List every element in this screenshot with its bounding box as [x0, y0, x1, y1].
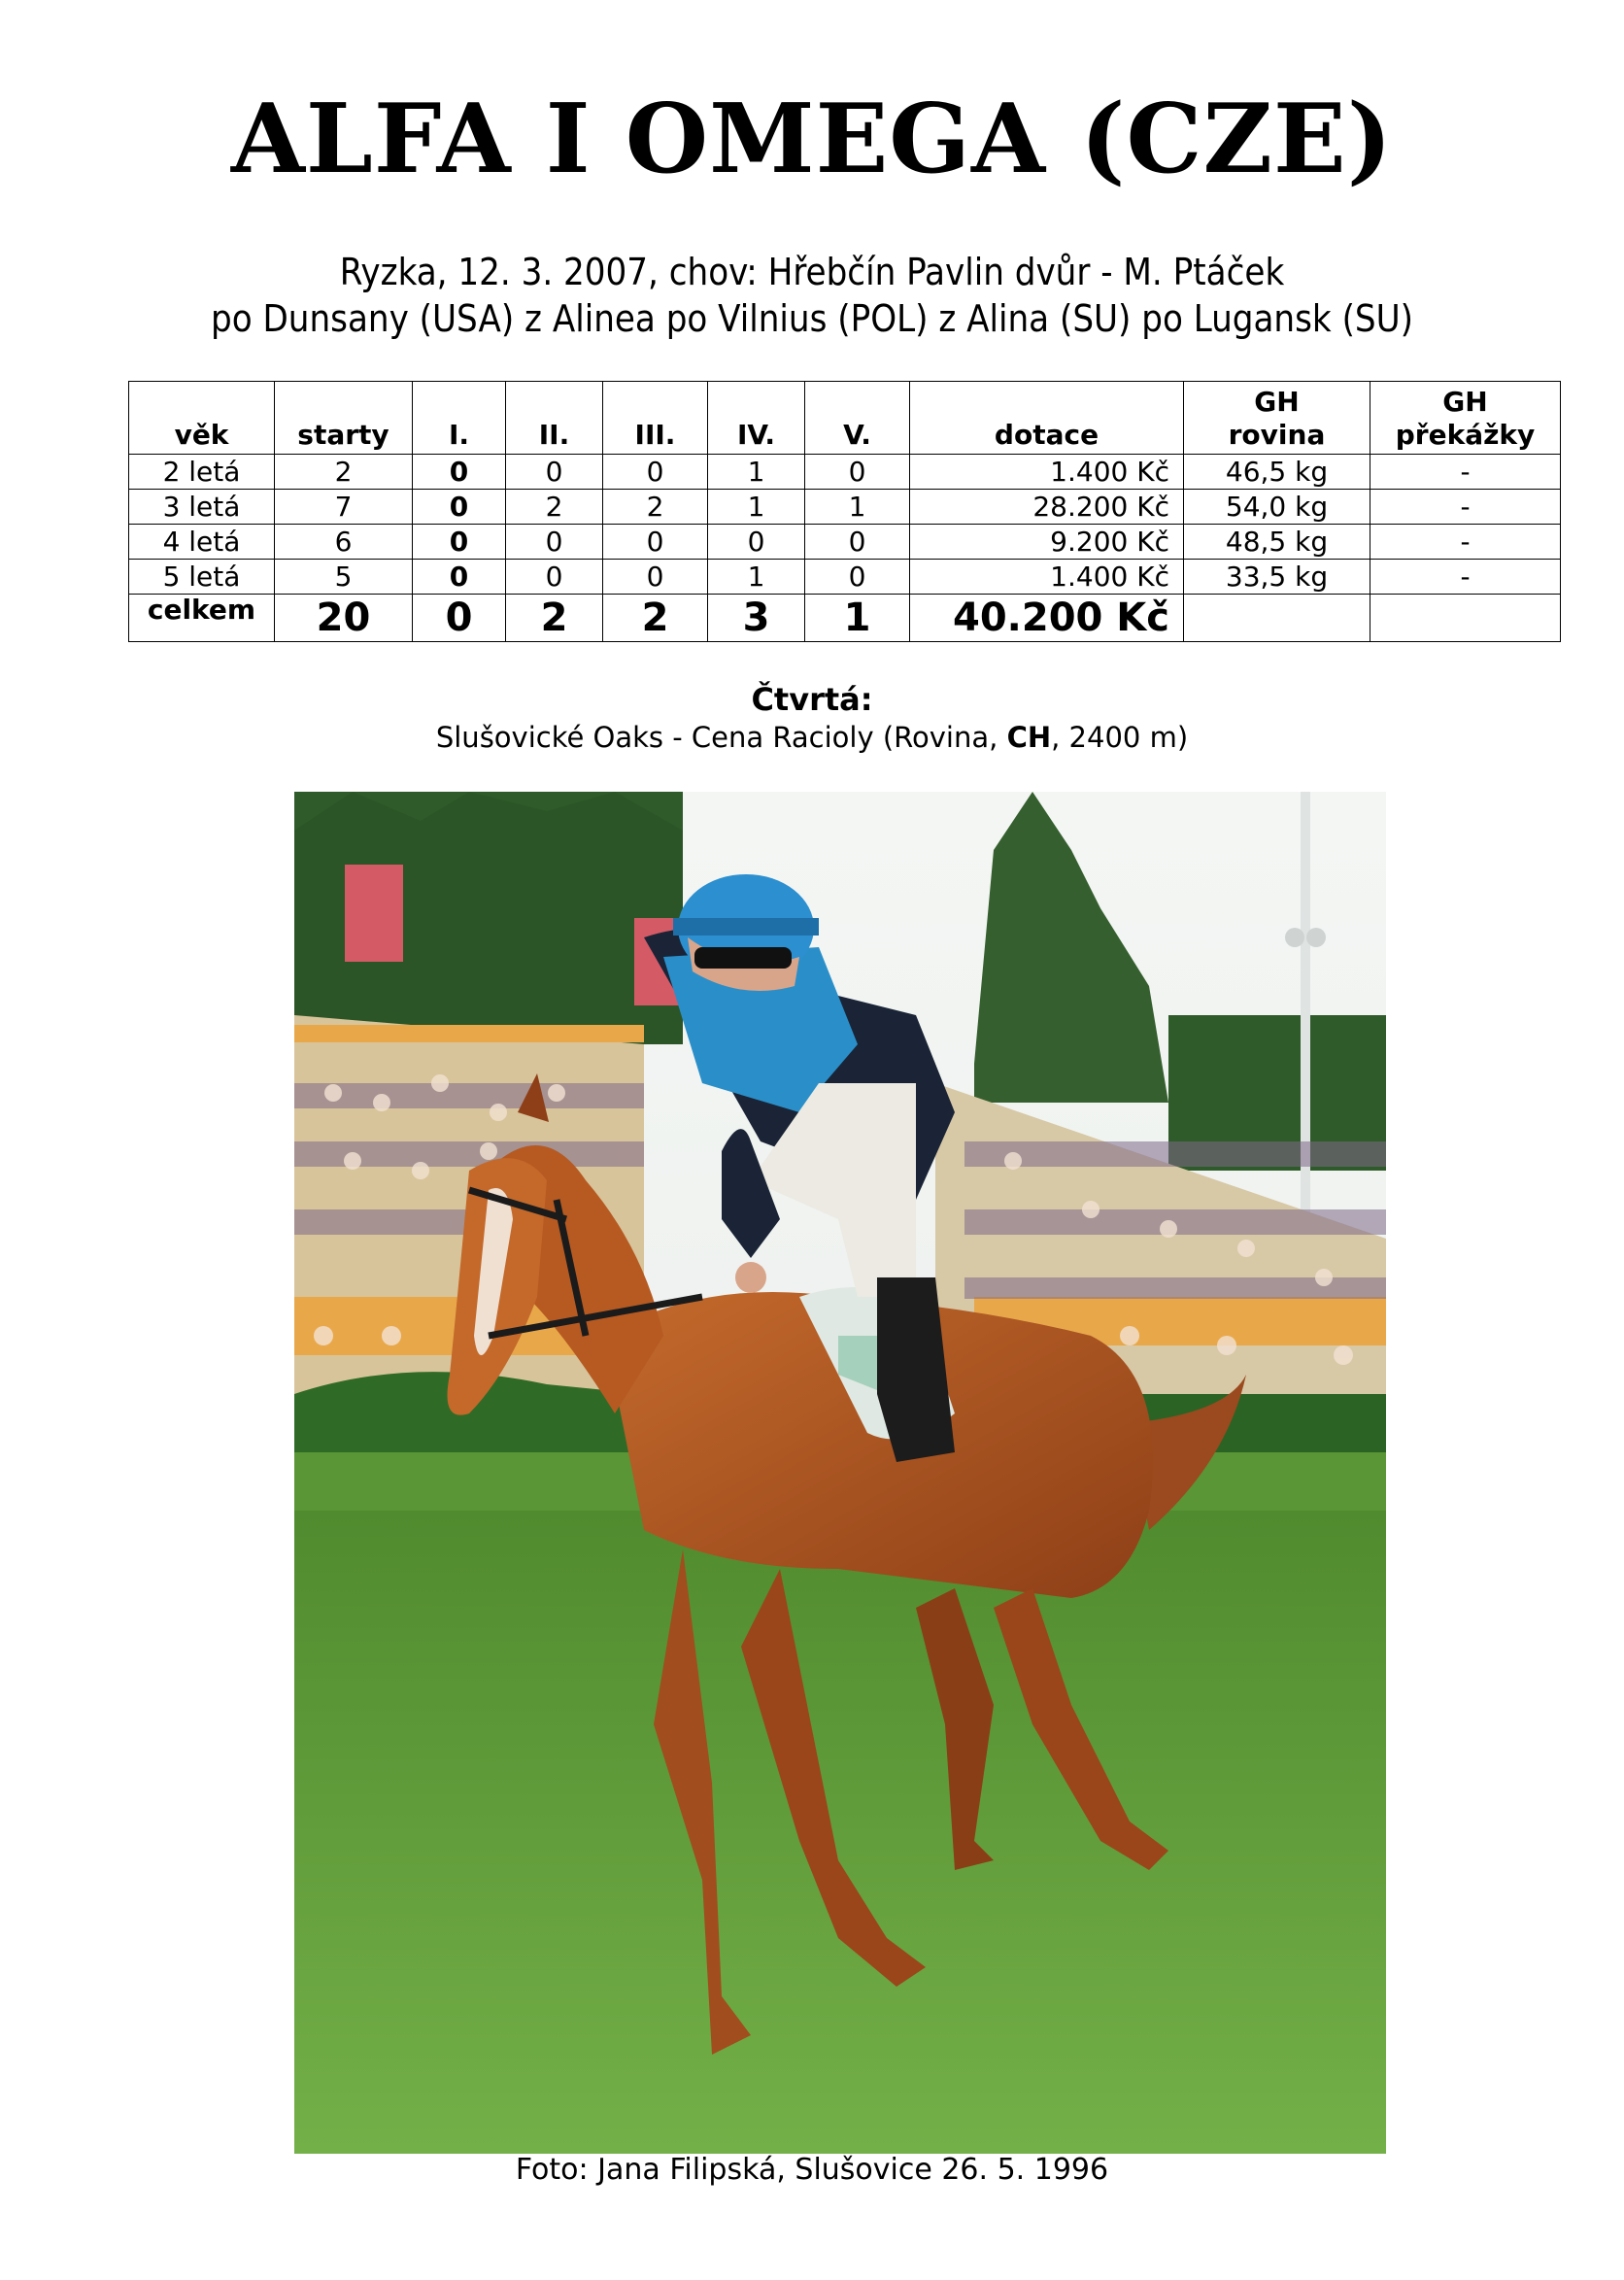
cell-vek: 2 letá [129, 455, 275, 490]
cell-p1: 0 [413, 560, 506, 595]
col-header-vek: věk [129, 382, 275, 455]
cell-p1: 0 [413, 455, 506, 490]
cell-p5: 0 [805, 455, 910, 490]
horse-photo [294, 792, 1386, 2154]
cell-p2: 0 [506, 560, 603, 595]
table-header-row [129, 382, 1561, 455]
gh-prekazky-line2: překážky [1395, 419, 1536, 451]
cell-p4: 0 [708, 525, 805, 560]
cell-p3: 0 [603, 525, 708, 560]
col-header-starty: starty [275, 382, 413, 455]
cell-vek: 4 letá [129, 525, 275, 560]
cell-p4: 1 [708, 490, 805, 525]
horse-pedigree: po Dunsany (USA) z Alinea po Vilnius (POL) z Alina (SU) po Lugansk (SU) [211, 297, 1413, 340]
race-name: Slušovické Oaks - Cena Racioly (Rovina, [435, 721, 1007, 754]
cell-dotace: 1.400 Kč [910, 455, 1184, 490]
cell-starty: 2 [275, 455, 413, 490]
cell-p5: 0 [805, 525, 910, 560]
cell-p4: 1 [708, 560, 805, 595]
fourth-place-race [0, 719, 1624, 756]
gh-rovina-line1: GH [1254, 386, 1300, 418]
cell-p5: 0 [805, 560, 910, 595]
cell-total-p5: 1 [805, 595, 910, 642]
cell-dotace: 28.200 Kč [910, 490, 1184, 525]
race-statistics-table [128, 381, 1561, 642]
cell-total-dotace: 40.200 Kč [910, 595, 1184, 642]
cell-p1: 0 [413, 490, 506, 525]
gh-prekazky-line1: GH [1442, 386, 1488, 418]
table-total-row [129, 595, 1561, 642]
cell-vek: 3 letá [129, 490, 275, 525]
race-distance: , 2400 m) [1051, 721, 1189, 754]
cell-total-label: celkem [129, 595, 275, 642]
table-row [129, 455, 1561, 490]
col-header-gh-rovina [1184, 382, 1370, 455]
col-header-fourth: IV. [708, 382, 805, 455]
table-row [129, 490, 1561, 525]
cell-gh-rovina: 54,0 kg [1184, 490, 1370, 525]
col-header-fifth: V. [805, 382, 910, 455]
cell-p2: 0 [506, 525, 603, 560]
cell-total-p2: 2 [506, 595, 603, 642]
cell-total-p1: 0 [413, 595, 506, 642]
col-header-third: III. [603, 382, 708, 455]
cell-p3: 0 [603, 455, 708, 490]
cell-p4: 1 [708, 455, 805, 490]
cell-p3: 2 [603, 490, 708, 525]
cell-starty: 5 [275, 560, 413, 595]
cell-dotace: 1.400 Kč [910, 560, 1184, 595]
cell-gh-rovina: 33,5 kg [1184, 560, 1370, 595]
horse-birth-breeder: Ryzka, 12. 3. 2007, chov: Hřebčín Pavlin dvůr - M. Ptáček [339, 251, 1285, 293]
cell-starty: 7 [275, 490, 413, 525]
horse-name-title: ALFA I OMEGA (CZE) [230, 84, 1394, 195]
cell-gh-rovina: 48,5 kg [1184, 525, 1370, 560]
cell-total-empty [1184, 595, 1370, 642]
gh-rovina-line2: rovina [1228, 419, 1326, 451]
table-row [129, 560, 1561, 595]
cell-gh-prekazky: - [1370, 525, 1561, 560]
race-category: CH [1006, 721, 1052, 754]
cell-total-p3: 2 [603, 595, 708, 642]
cell-total-p4: 3 [708, 595, 805, 642]
cell-gh-prekazky: - [1370, 490, 1561, 525]
cell-vek: 5 letá [129, 560, 275, 595]
cell-p5: 1 [805, 490, 910, 525]
col-header-first: I. [413, 382, 506, 455]
cell-total-empty [1370, 595, 1561, 642]
table-row [129, 525, 1561, 560]
cell-gh-prekazky: - [1370, 560, 1561, 595]
cell-total-starty: 20 [275, 595, 413, 642]
col-header-gh-prekazky [1370, 382, 1561, 455]
cell-p2: 2 [506, 490, 603, 525]
cell-p3: 0 [603, 560, 708, 595]
cell-starty: 6 [275, 525, 413, 560]
photo-caption: Foto: Jana Filipská, Slušovice 26. 5. 1996 [515, 2153, 1109, 2187]
cell-dotace: 9.200 Kč [910, 525, 1184, 560]
fourth-place-label: Čtvrtá: [751, 681, 873, 718]
cell-p1: 0 [413, 525, 506, 560]
cell-p2: 0 [506, 455, 603, 490]
col-header-second: II. [506, 382, 603, 455]
cell-gh-prekazky: - [1370, 455, 1561, 490]
col-header-dotace: dotace [910, 382, 1184, 455]
cell-gh-rovina: 46,5 kg [1184, 455, 1370, 490]
